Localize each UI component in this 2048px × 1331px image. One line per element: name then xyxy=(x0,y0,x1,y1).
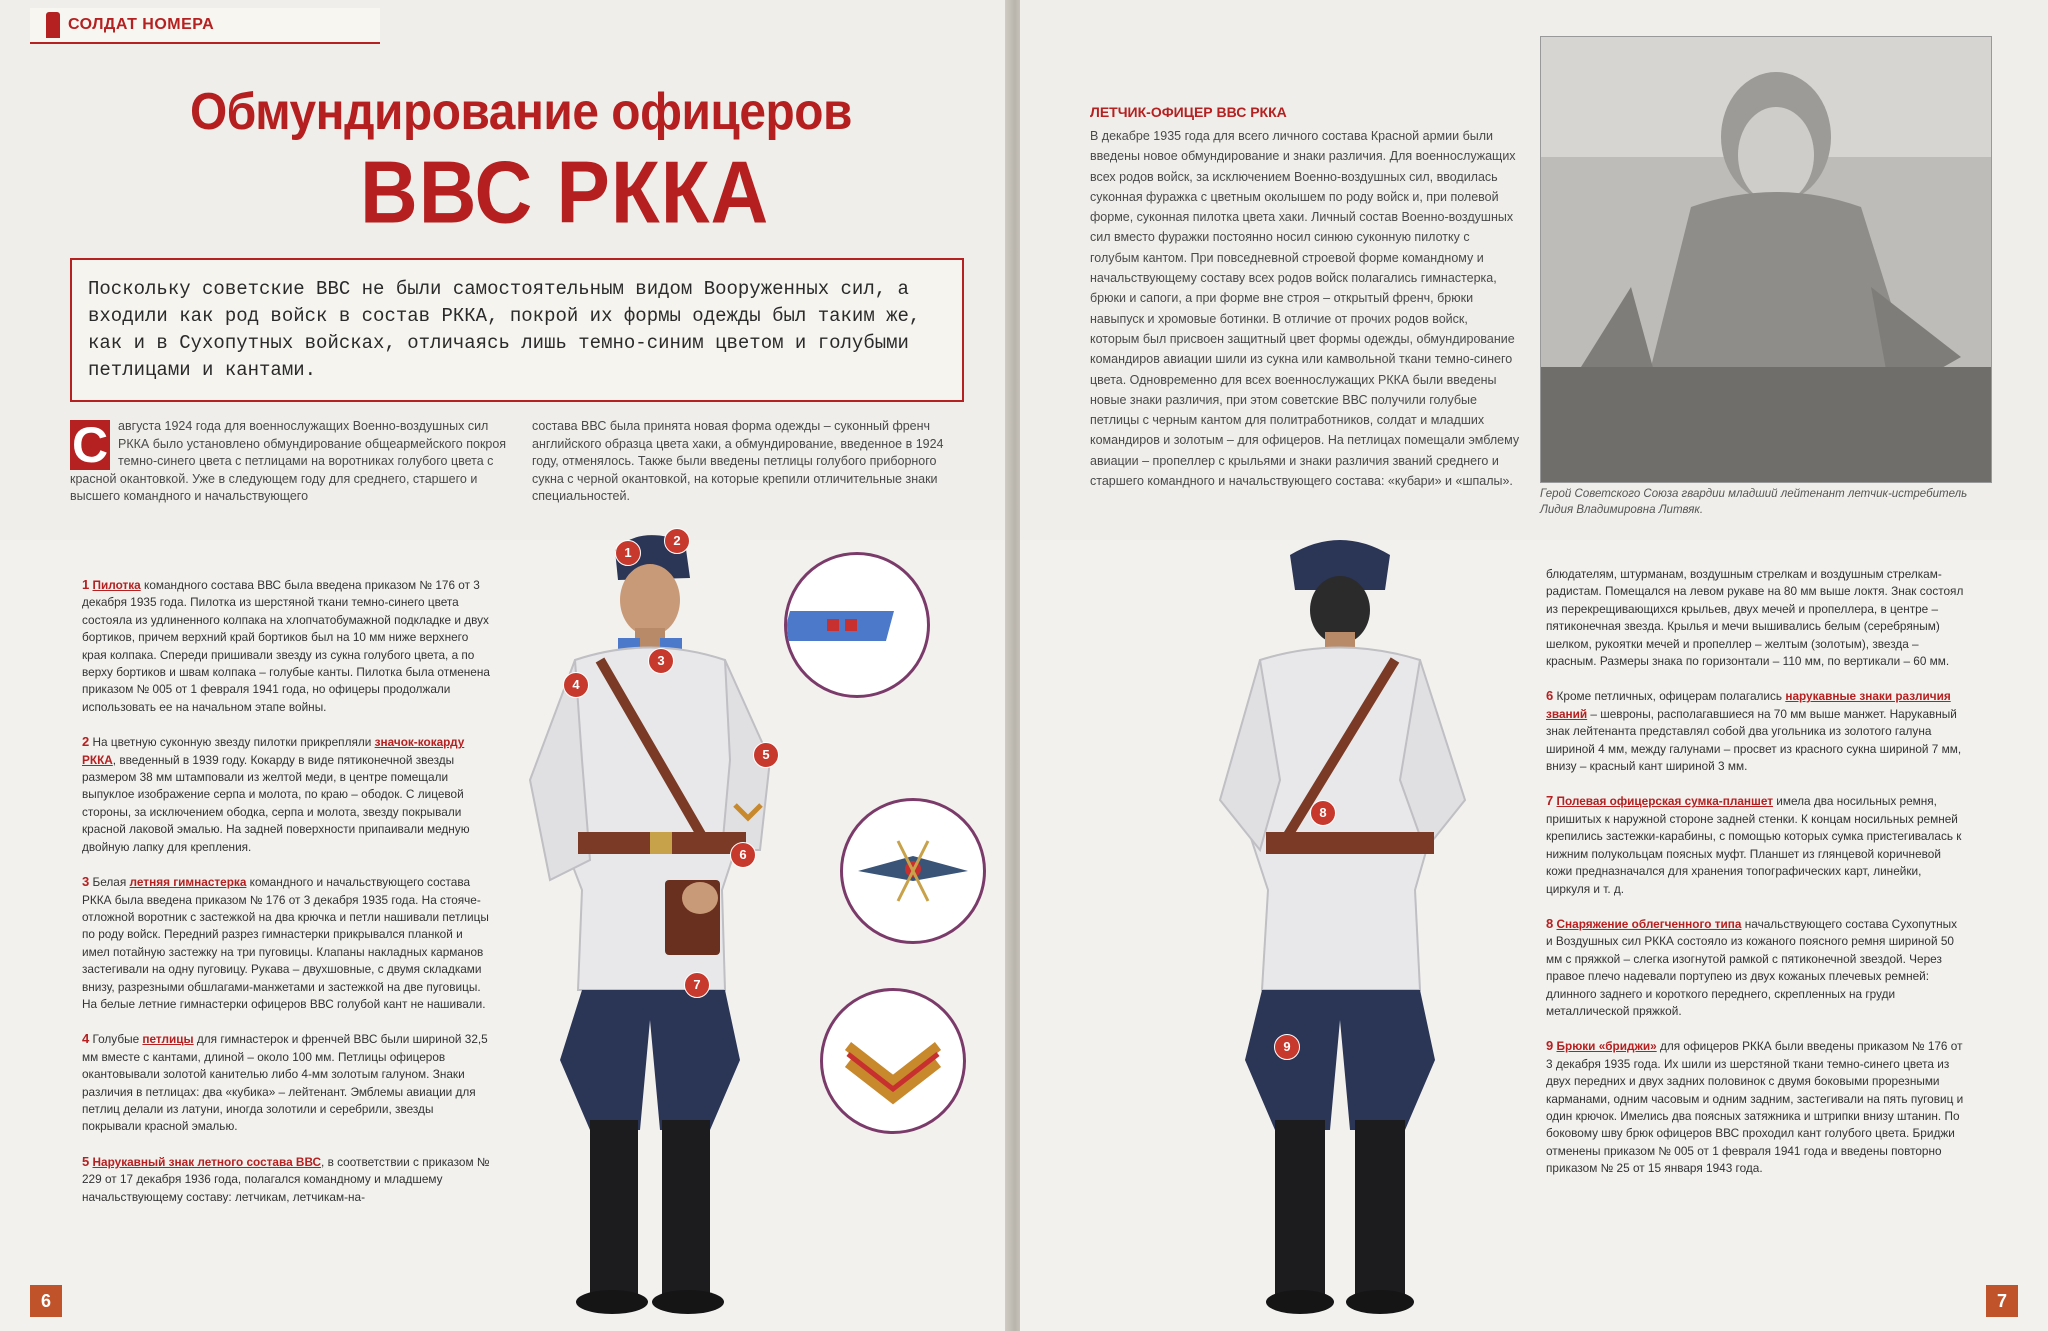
inset-chevron xyxy=(820,988,966,1134)
page-number-left: 6 xyxy=(30,1285,62,1317)
right-subheading: ЛЕТЧИК-ОФИЦЕР ВВС РККА xyxy=(1090,104,1287,120)
badge-1: 1 xyxy=(615,540,641,566)
item-5-continued: блюдателям, штурманам, воздушным стрелкам и воздушным стрелкам-радистам. Помещался на левом рукаве на 80 мм выше локтя. Знак состоял из перекрещивающихся крыльев, двух мечей и пропеллера, в центре – пятиконечная звезда. Крылья и мечи вышивались белым (серебряным) шелком, рукоятки мечей и пропеллер – желтым (золотым), звезда – красным. Размеры знака по горизонтали – 110 мм, по вертикали – 60 мм. xyxy=(1546,567,1964,669)
page-number-right: 7 xyxy=(1986,1285,2018,1317)
collar-tab-icon xyxy=(787,555,927,695)
item-8: 8 Снаряжение облегченного типа начальствующего состава Сухопутных и Воздушных сил РККА состояло из кожаного поясного ремня шириной 50 мм с пряжкой – слегка изогнутой рамкой с пятиконечной звездой. Через правое плечо надевали портупею из двух кожаных плечевых ремней: длинного заднего и короткого переднего, скрепленных на груди металлической пряжкой. xyxy=(1546,915,1958,1018)
article-title-line1: Обмундирование офицеров xyxy=(190,83,852,141)
soldier-icon xyxy=(46,12,60,38)
badge-9: 9 xyxy=(1274,1034,1300,1060)
photo-caption: Герой Советского Союза гвардии младший лейтенант летчик-истребитель Лидия Владимировна Литвяк. xyxy=(1540,488,1968,516)
badge-2: 2 xyxy=(664,528,690,554)
intro-column-1 xyxy=(70,418,510,506)
drop-cap: С xyxy=(71,417,109,473)
badge-5: 5 xyxy=(753,742,779,768)
badge-4: 4 xyxy=(563,672,589,698)
badge-6: 6 xyxy=(730,842,756,868)
item-9: 9 Брюки «бриджи» для офицеров РККА были введены приказом № 176 от 3 декабря 1935 года. Их шили из шерстяной ткани темно-синего цвета из двух передних и двух задних половинок с двумя боковыми прорезными карманами, одним часовым и одним задним, застегивали на пять пуговиц и один крючок. Имелись два поясных затяжника и штрипки внизу штанин. По боковому шву брюк офицеров ВВС проходил кант голубого цвета. Бриджи отменены приказом № 005 от 1 февраля 1941 года и введены повторно приказом № 25 от 15 января 1943 года. xyxy=(1546,1038,1964,1176)
intro-text-1: августа 1924 года для военнослужащих Военно-воздушных сил РККА было установлено обмундирование общеармейского покроя темно-синего цвета с петлицами на воротниках голубого цвета с красной окантовкой. Уже в следующем году для среднего, старшего и высшего командного и начальствующего xyxy=(70,419,507,504)
lead-box xyxy=(70,258,964,402)
section-tag-label: СОЛДАТ НОМЕРА xyxy=(68,16,215,33)
badge-7: 7 xyxy=(684,972,710,998)
item-3: 3 Белая летняя гимнастерка командного и начальствующего состава РККА была введена приказом № 176 от 3 декабря 1935 года. На стояче-отложной воротник с застежкой на два крючка и петли нашивали петлицы по роду войск. Передний разрез гимнастерки прикрывался планкой и имел потайную застежку на три пуговицы. Клапаны накладных карманов застегивали на одну пуговицу. Рукава – двухшовные, с двумя складками внизу, разрезными обшлагами-манжетами и застежкой на две пуговицы. На белые летние гимнастерки офицеров ВВС голубой кант не нашивали. xyxy=(82,874,489,1011)
item-1: 1 Пилотка командного состава ВВС была введена приказом № 176 от 3 декабря 1935 года. Пилотка из шерстяной ткани темно-синего цвета состояла из удлиненного колпака на хлопчатобумажной подкладке и двух бортиков, причем верхний край бортиков был на 10 мм ниже верхнего края колпака. Спереди пришивали звезду из сукна голубого цвета, а по верху бортиков и швам колпака – голубые канты. Пилотка была отменена приказом № 005 от 1 февраля 1941 года, но офицеры продолжали использовать ее на начальном этапе войны. xyxy=(82,577,490,714)
officer-back-illustration xyxy=(1190,520,1490,1320)
right-body-text: В декабре 1935 года для всего личного состава Красной армии были введены новое обмундирование и знаки различия. Для военнослужащих всех родов войск, за исключением Военно-воздушных сил, вводилась суконная фуражка с цветным околышем по роду войск и, при полевой форме, суконная пилотка цвета хаки. Личный состав Военно-воздушных сил вместо фуражки постоянно носил синюю суконную пилотку с голубым кантом. При повседневной строевой форме командному и начальствующему составу всех родов войск полагались гимнастерка, брюки и сапоги, а при форме вне строя – открытый френч, брюки навыпуск и хромовые ботинки. В отличие от прочих родов войск, которым был присвоен защитный цвет формы одежды, обмундирование командиров авиации шили из сукна или камвольной ткани темно-синего цвета. Одновременно для всех военнослужащих РККА были введены новые знаки различия, при этом советские ВВС получили голубые петлицы с черным кантом для политработников, солдат и младших командиров и золотым – для офицеров. На петлицах помещали эмблему авиации – пропеллер с крыльями и знаки различия званий среднего и старшего командного и начальствующего состава: «кубари» и «шпалы». xyxy=(1090,129,1520,489)
items-right-column xyxy=(1546,566,1966,1195)
section-tag xyxy=(30,8,380,44)
intro-column-2: состава ВВС была принята новая форма одежды – суконный френч английского образца цвета хаки, а обмундирование, введенное в 1924 году, отменялось. Также были введены петлицы голубого приборного сукна с черной окантовкой, на которые крепили отличительные знаки специальностей. xyxy=(532,419,944,504)
badge-3: 3 xyxy=(648,648,674,674)
item-6: 6 Кроме петличных, офицерам полагались нарукавные знаки различия званий – шевроны, располагавшиеся на 70 мм выше манжет. Нарукавный знак лейтенанта представлял собой два угольника из золотого галуна шириной 4 мм, между галунами – просвет из красного сукна шириной 7 мм, внизу – красный кант шириной 3 мм. xyxy=(1546,688,1962,774)
item-2: 2 На цветную суконную звезду пилотки прикрепляли значок-кокарду РККА, введенный в 1939 году. Кокарду в виде пятиконечной звезды размером 38 мм штамповали из желтой меди, в центре помещали выпуклое изображение серпа и молота, по краю – ободок. С лицевой стороны, за исключением ободка, серпа и молота, звезду покрывали красной лаковой эмалью. На задней поверхности припаивали медную двойную лапку для крепления. xyxy=(82,734,470,854)
item-4: 4 Голубые петлицы для гимнастерок и френчей ВВС были шириной 32,5 мм вместе с кантами, длиной – около 100 мм. Петлицы офицеров окантовывали золотой канителью либо 4-мм золотым галуном. Знаки различия в петлицах: два «кубика» – лейтенант. Эмблемы авиации для петлиц делали из латуни, иногда золотили и серебрили, звезды покрывали красной эмалью. xyxy=(82,1031,488,1134)
aviation-sleeve-badge-icon xyxy=(843,801,983,941)
left-page xyxy=(0,0,1010,1331)
inset-sleeve-badge xyxy=(840,798,986,944)
right-page xyxy=(1020,0,2048,1331)
article-title-line2: ВВС РККА xyxy=(360,143,770,241)
items-left-column xyxy=(82,576,490,1223)
pilot-photo-image xyxy=(1541,37,1991,482)
historical-photo xyxy=(1540,36,1992,483)
badge-8: 8 xyxy=(1310,800,1336,826)
illustration-area-front xyxy=(0,533,1010,1331)
officer-front-illustration xyxy=(490,520,810,1320)
inset-collar-tab xyxy=(784,552,930,698)
item-7: 7 Полевая офицерская сумка-планшет имела два носильных ремня, пришитых к наружной стороне задней стенки. К концам носильных ремней крепились застежки-карабины, с помощью которых сумка пристегивалась к нижним полукольцам поясных муфт. Планшет из глянцевой коричневой кожи предназначался для хранения топографических карт, линейки, циркуля и т. д. xyxy=(1546,793,1962,896)
lead-text: Поскольку советские ВВС не были самостоятельным видом Вооруженных сил, а входили как род войск в состав РККА, покрой их формы одежды был таким же, как и в Сухопутных войсках, отличаясь лишь темно-синим цветом и голубыми петлицами и кантами. xyxy=(88,278,921,381)
rank-chevron-icon xyxy=(823,991,963,1131)
illustration-area-back xyxy=(1020,540,2048,1331)
item-5: 5 Нарукавный знак летного состава ВВС, в соответствии с приказом № 229 от 17 декабря 1936 года, полагался командному и младшему начальствующему составу: летчикам, летчикам-на- xyxy=(82,1153,490,1204)
